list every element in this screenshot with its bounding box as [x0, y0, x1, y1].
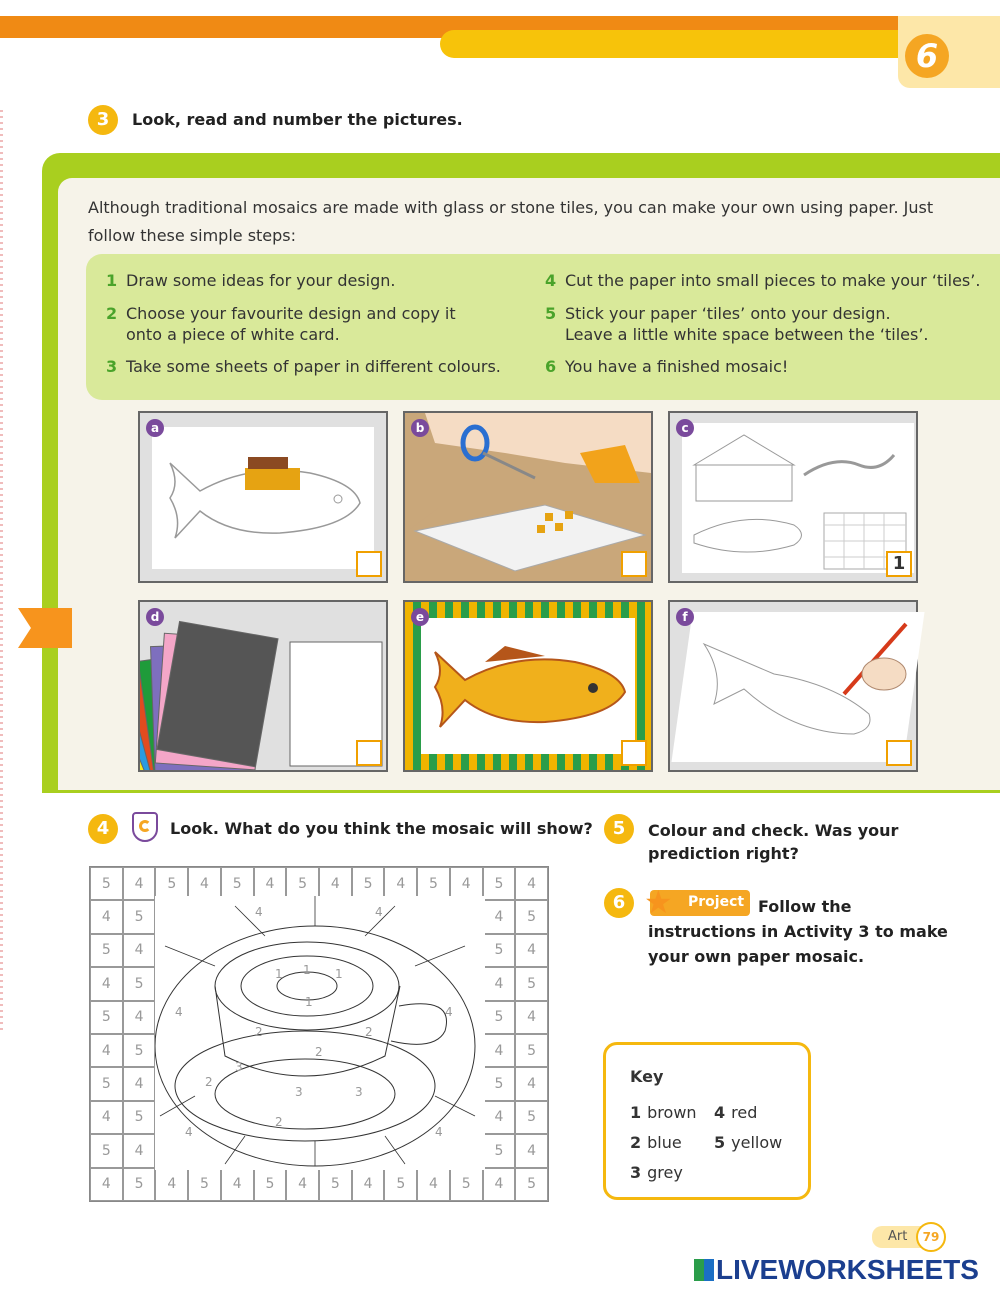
- grid-cell[interactable]: 4: [90, 1101, 123, 1134]
- page-number-tab: [872, 1226, 942, 1248]
- grid-cell[interactable]: 4: [286, 1168, 319, 1201]
- grid-cell[interactable]: 4: [221, 1168, 254, 1201]
- key-item: 2 blue: [630, 1133, 682, 1152]
- grid-cell[interactable]: 4: [123, 1134, 156, 1167]
- fish-drawing-icon: [160, 443, 370, 553]
- grid-cell[interactable]: 4: [417, 1168, 450, 1201]
- liveworksheets-icon: [694, 1259, 714, 1281]
- grid-cell[interactable]: 5: [90, 1067, 123, 1100]
- svg-text:3: 3: [295, 1085, 303, 1099]
- grid-cell[interactable]: 4: [515, 934, 548, 967]
- activity-6-number: 6: [604, 888, 634, 918]
- coloured-paper-icon: [140, 602, 386, 770]
- svg-text:1: 1: [275, 967, 283, 981]
- grid-cell[interactable]: 5: [483, 1001, 516, 1034]
- project-badge: ★ Project: [650, 890, 750, 916]
- teacup-mosaic-drawing: [155, 896, 485, 1170]
- activity-5-instruction: Colour and check. Was your prediction right?: [648, 821, 899, 863]
- svg-text:3: 3: [355, 1085, 363, 1099]
- grid-cell[interactable]: 5: [90, 1134, 123, 1167]
- grid-cell[interactable]: 5: [319, 1168, 352, 1201]
- grid-cell[interactable]: 5: [286, 867, 319, 900]
- grid-cell[interactable]: 4: [515, 867, 548, 900]
- grid-cell[interactable]: 4: [123, 1067, 156, 1100]
- grid-cell[interactable]: 4: [515, 1067, 548, 1100]
- picture-d: [138, 600, 388, 772]
- critical-thinking-icon: [132, 812, 158, 842]
- grid-cell[interactable]: 5: [515, 967, 548, 1000]
- step-5: 5 Stick your paper ‘tiles’ onto your design. Leave a little white space between the ‘tiles’.: [545, 304, 929, 344]
- key-title: Key: [630, 1067, 664, 1086]
- svg-text:3: 3: [235, 1060, 243, 1074]
- grid-cell[interactable]: 5: [483, 1067, 516, 1100]
- key-item: 1 brown: [630, 1103, 697, 1122]
- page-margin-strip: [0, 110, 3, 1030]
- grid-cell[interactable]: 5: [450, 1168, 483, 1201]
- activity-3-intro: Although traditional mosaics are made with glass or stone tiles, you can make your own using paper. Just follow these simple steps:: [88, 198, 934, 245]
- grid-cell[interactable]: 5: [483, 1134, 516, 1167]
- grid-cell[interactable]: 5: [90, 934, 123, 967]
- picture-letter: a: [146, 419, 164, 437]
- cutting-paper-icon: [405, 413, 651, 581]
- grid-cell[interactable]: 4: [90, 967, 123, 1000]
- activity-6-instruction: Follow the instructions in Activity 3 to make your own paper mosaic.: [648, 897, 948, 966]
- grid-cell[interactable]: 4: [123, 867, 156, 900]
- grid-cell[interactable]: 4: [254, 867, 287, 900]
- svg-text:4: 4: [185, 1125, 193, 1139]
- activity-4-instruction: Look. What do you think the mosaic will show?: [170, 819, 593, 838]
- picture-letter: e: [411, 608, 429, 626]
- key-item: 5 yellow: [714, 1133, 783, 1152]
- grid-cell[interactable]: 5: [417, 867, 450, 900]
- grid-cell[interactable]: 5: [515, 1034, 548, 1067]
- grid-cell[interactable]: 5: [90, 1001, 123, 1034]
- grid-cell[interactable]: 5: [483, 934, 516, 967]
- picture-letter: f: [676, 608, 694, 626]
- page-number: 79: [916, 1222, 946, 1252]
- answer-box-c[interactable]: 1: [886, 551, 912, 577]
- answer-box-f[interactable]: [886, 740, 912, 766]
- design-ideas-icon: [684, 425, 912, 573]
- page-flag: [18, 608, 72, 648]
- svg-text:1: 1: [305, 995, 313, 1009]
- grid-cell[interactable]: 5: [254, 1168, 287, 1201]
- drawing-fish-icon: [684, 614, 912, 762]
- grid-cell[interactable]: 4: [123, 934, 156, 967]
- grid-cell[interactable]: 5: [352, 867, 385, 900]
- grid-cell[interactable]: 5: [515, 1168, 548, 1201]
- svg-text:2: 2: [365, 1025, 373, 1039]
- grid-cell[interactable]: 4: [515, 1001, 548, 1034]
- subject-label: Art: [888, 1229, 908, 1244]
- svg-text:4: 4: [375, 905, 383, 919]
- grid-cell[interactable]: 4: [155, 1168, 188, 1201]
- grid-cell[interactable]: 5: [188, 1168, 221, 1201]
- step-2: 2 Choose your favourite design and copy it onto a piece of white card.: [106, 304, 456, 344]
- brand-logo[interactable]: LIVEWORKSHEETS: [694, 1254, 979, 1284]
- grid-cell[interactable]: 4: [384, 867, 417, 900]
- grid-cell[interactable]: 4: [90, 1168, 123, 1201]
- grid-cell[interactable]: 5: [123, 900, 156, 933]
- answer-box-b[interactable]: [621, 551, 647, 577]
- svg-text:1: 1: [303, 963, 311, 977]
- grid-cell[interactable]: 5: [155, 867, 188, 900]
- grid-cell[interactable]: 4: [90, 1034, 123, 1067]
- svg-text:2: 2: [315, 1045, 323, 1059]
- grid-cell[interactable]: 5: [123, 967, 156, 1000]
- header-bar-accent: [440, 30, 910, 58]
- key-item: 4 red: [714, 1103, 758, 1122]
- grid-cell[interactable]: 4: [515, 1134, 548, 1167]
- grid-cell[interactable]: 4: [483, 1034, 516, 1067]
- grid-cell[interactable]: 4: [483, 967, 516, 1000]
- activity-4-number: 4: [88, 814, 118, 844]
- step-1: 1 Draw some ideas for your design.: [106, 271, 396, 290]
- picture-letter: c: [676, 419, 694, 437]
- picture-e: [403, 600, 653, 772]
- answer-box-d[interactable]: [356, 740, 382, 766]
- activity-3-number: 3: [88, 105, 118, 135]
- grid-cell[interactable]: 5: [221, 867, 254, 900]
- grid-cell[interactable]: 5: [384, 1168, 417, 1201]
- step-4: 4 Cut the paper into small pieces to make your ‘tiles’.: [545, 271, 981, 290]
- unit-number: 6: [905, 34, 949, 78]
- step-3: 3 Take some sheets of paper in different colours.: [106, 357, 501, 376]
- grid-cell[interactable]: 5: [515, 900, 548, 933]
- colour-key: [603, 1042, 811, 1200]
- svg-text:4: 4: [445, 1005, 453, 1019]
- grid-cell[interactable]: 5: [123, 1101, 156, 1134]
- picture-a: [138, 411, 388, 583]
- grid-cell[interactable]: 4: [450, 867, 483, 900]
- grid-cell[interactable]: 4: [123, 1001, 156, 1034]
- svg-text:4: 4: [175, 1005, 183, 1019]
- svg-text:4: 4: [255, 905, 263, 919]
- grid-cell[interactable]: 4: [352, 1168, 385, 1201]
- step-6: 6 You have a finished mosaic!: [545, 357, 789, 376]
- key-item: 3 grey: [630, 1163, 683, 1182]
- svg-text:4: 4: [435, 1125, 443, 1139]
- activity-3-instruction: Look, read and number the pictures.: [132, 110, 463, 129]
- answer-box-a[interactable]: [356, 551, 382, 577]
- grid-cell[interactable]: 4: [483, 1101, 516, 1134]
- grid-cell[interactable]: 5: [515, 1101, 548, 1134]
- grid-cell[interactable]: 5: [123, 1168, 156, 1201]
- grid-cell[interactable]: 5: [483, 867, 516, 900]
- grid-cell[interactable]: 4: [483, 900, 516, 933]
- picture-b: [403, 411, 653, 583]
- grid-cell[interactable]: 5: [123, 1034, 156, 1067]
- star-icon: ★: [644, 883, 673, 921]
- grid-cell[interactable]: 4: [188, 867, 221, 900]
- grid-cell[interactable]: 4: [319, 867, 352, 900]
- picture-letter: b: [411, 419, 429, 437]
- grid-cell[interactable]: 4: [90, 900, 123, 933]
- grid-cell[interactable]: 5: [90, 867, 123, 900]
- picture-f: [668, 600, 918, 772]
- svg-text:2: 2: [275, 1115, 283, 1129]
- svg-text:2: 2: [205, 1075, 213, 1089]
- mosaic-fish-icon: [425, 632, 635, 742]
- svg-text:2: 2: [255, 1025, 263, 1039]
- grid-cell[interactable]: 4: [483, 1168, 516, 1201]
- picture-c: [668, 411, 918, 583]
- picture-letter: d: [146, 608, 164, 626]
- svg-text:1: 1: [335, 967, 343, 981]
- answer-box-e[interactable]: [621, 740, 647, 766]
- activity-5-number: 5: [604, 814, 634, 844]
